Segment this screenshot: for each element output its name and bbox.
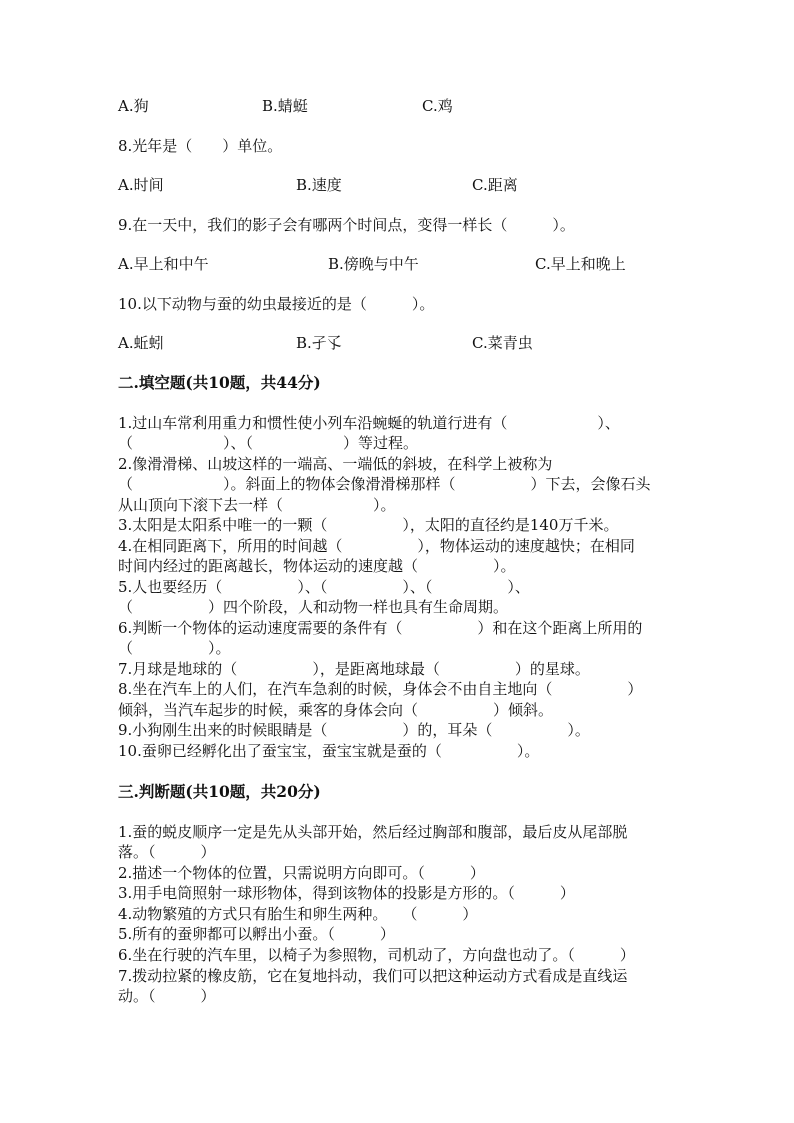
fill-line: 7.月球是地球的（ ），是距离地球最（ ）的星球。 [118, 660, 590, 678]
q10-option-c: C.菜青虫 [472, 334, 533, 352]
judge-line: 1.蚕的蜕皮顺序一定是先从头部开始，然后经过胸部和腹部，最后皮从尾部脱 [118, 823, 628, 841]
judge-line: 4.动物繁殖的方式只有胎生和卵生两种。 （ ） [118, 905, 478, 923]
q10-stem: 10.以下动物与蚕的幼虫最接近的是（ ）。 [118, 295, 435, 313]
judge-section-heading: 三.判断题(共10题，共20分) [118, 782, 321, 801]
fill-line: 5.人也要经历（ ）、（ ）、（ ）、 [118, 578, 530, 596]
judge-line: 6.坐在行驶的汽车里，以椅子为参照物，司机动了，方向盘也动了。（ ） [118, 946, 635, 964]
fill-line: 4.在相同距离下，所用的时间越（ ），物体运动的速度越快；在相同 [118, 537, 635, 555]
judge-line: 动。（ ） [118, 987, 216, 1005]
judge-line: 7.拨动拉紧的橡皮筋，它在复地抖动，我们可以把这种运动方式看成是直线运 [118, 967, 628, 985]
fill-line: 时间内经过的距离越长，物体运动的速度越（ ）。 [118, 557, 516, 575]
fill-line: 倾斜，当汽车起步的时候，乘客的身体会向（ ）倾斜。 [118, 701, 554, 719]
q10-option-b: B.孑孓 [296, 334, 342, 352]
fill-line: （ ）四个阶段，人和动物一样也具有生命周期。 [118, 598, 509, 616]
fill-line: （ ）、（ ）等过程。 [118, 434, 419, 452]
judge-line: 3.用手电筒照射一球形物体，得到该物体的投影是方形的。（ ） [118, 884, 575, 902]
q9-option-a: A.早上和中午 [118, 255, 209, 273]
judge-line: 2.描述一个物体的位置，只需说明方向即可。（ ） [118, 864, 485, 882]
q7-option-c: C.鸡 [422, 97, 453, 115]
q8-option-b: B.速度 [296, 176, 342, 194]
q10-option-a: A.蚯蚓 [118, 334, 164, 352]
fill-line: 3.太阳是太阳系中唯一的一颗（ ），太阳的直径约是140万千米。 [118, 516, 619, 534]
q8-option-c: C.距离 [472, 176, 518, 194]
fill-line: 10.蚕卵已经孵化出了蚕宝宝，蚕宝宝就是蚕的（ ）。 [118, 742, 540, 760]
fill-line: 9.小狗刚生出来的时候眼睛是（ ）的，耳朵（ ）。 [118, 721, 590, 739]
q7-option-b: B.蜻蜓 [262, 97, 308, 115]
fill-line: （ ）。斜面上的物体会像滑滑梯那样（ ）下去，会像石头 [118, 475, 651, 493]
fill-line: 6.判断一个物体的运动速度需要的条件有（ ）和在这个距离上所用的 [118, 619, 643, 637]
q9-stem: 9.在一天中，我们的影子会有哪两个时间点，变得一样长（ ）。 [118, 216, 575, 234]
judge-line: 5.所有的蚕卵都可以孵出小蚕。（ ） [118, 925, 395, 943]
q9-option-c: C.早上和晚上 [535, 255, 626, 273]
fill-line: 2.像滑滑梯、山坡这样的一端高、一端低的斜坡，在科学上被称为 [118, 455, 553, 473]
fill-line: 8.坐在汽车上的人们，在汽车急刹的时候，身体会不由自主地向（ ） [118, 680, 643, 698]
fill-line: （ ）。 [118, 639, 231, 657]
q9-option-b: B.傍晚与中午 [328, 255, 419, 273]
fill-section-heading: 二.填空题(共10题，共44分) [118, 373, 321, 392]
q8-option-a: A.时间 [118, 176, 164, 194]
judge-line: 落。（ ） [118, 843, 216, 861]
fill-line: 1.过山车常利用重力和惯性使小列车沿蜿蜒的轨道行进有（ ）、 [118, 414, 620, 432]
q8-stem: 8.光年是（ ）单位。 [118, 137, 283, 155]
fill-line: 从山顶向下滚下去一样（ ）。 [118, 496, 396, 514]
q7-option-a: A.狗 [118, 97, 149, 115]
